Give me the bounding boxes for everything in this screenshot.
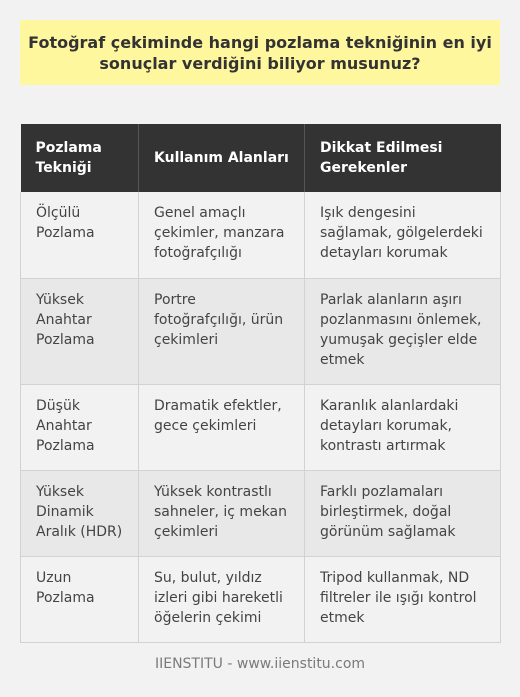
table-row — [21, 192, 501, 278]
header-technique: Pozlama Tekniği — [21, 124, 139, 192]
footer-credit: IIENSTITU - www.iienstitu.com — [154, 656, 366, 672]
header-considerations: Dikkat Edilmesi Gerekenler — [320, 140, 443, 176]
cell-technique: Yüksek Anahtar Pozlama — [21, 278, 139, 384]
cell-considerations: Parlak alanların aşırı pozlanmasını önlemek, yumuşak geçişler elde etmek — [305, 278, 501, 384]
header-usage: Kullanım Alanları — [139, 124, 305, 192]
page-title — [28, 32, 492, 74]
cell-considerations: Farklı pozlamaları birleştirmek, doğal görünüm sağlamak — [305, 470, 501, 556]
exposure-table — [20, 124, 501, 643]
cell-usage: Dramatik efektler, gece çekimleri — [139, 384, 305, 470]
table-header-row — [21, 124, 501, 192]
cell-considerations: Tripod kullanmak, ND filtreler ile ışığı kontrol etmek — [305, 556, 501, 642]
title-banner — [20, 20, 500, 85]
table-row — [21, 384, 501, 470]
cell-technique: Düşük Anahtar Pozlama — [21, 384, 139, 470]
cell-usage: Portre fotoğrafçılığı, ürün çekimleri — [139, 278, 305, 384]
cell-technique: Yüksek Dinamik Aralık (HDR) — [21, 470, 139, 556]
title-line-2: sonuçlar verdiğini biliyor musunuz? — [99, 53, 421, 73]
table-row — [21, 278, 501, 384]
cell-technique: Ölçülü Pozlama — [21, 192, 139, 278]
table-row — [21, 470, 501, 556]
cell-technique: Uzun Pozlama — [21, 556, 139, 642]
cell-considerations: Işık dengesini sağlamak, gölgelerdeki detayları korumak — [305, 192, 501, 278]
cell-usage: Genel amaçlı çekimler, manzara fotoğrafçılığı — [139, 192, 305, 278]
cell-usage: Yüksek kontrastlı sahneler, iç mekan çekimleri — [139, 470, 305, 556]
cell-usage: Su, bulut, yıldız izleri gibi hareketli öğelerin çekimi — [139, 556, 305, 642]
title-line-1: Fotoğraf çekiminde hangi pozlama tekniğinin en iyi — [28, 32, 492, 52]
table-row — [21, 556, 501, 642]
cell-considerations: Karanlık alanlardaki detayları korumak, kontrastı artırmak — [305, 384, 501, 470]
